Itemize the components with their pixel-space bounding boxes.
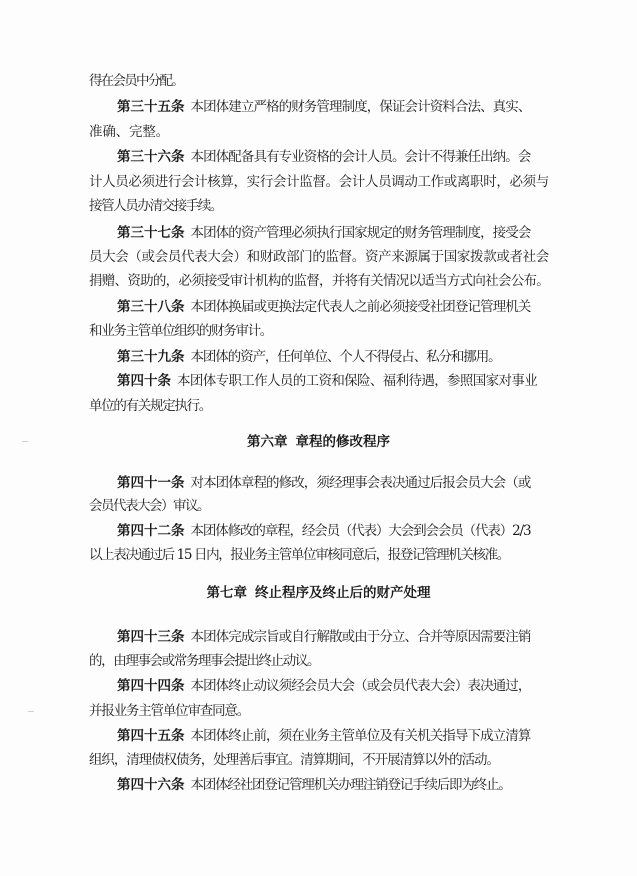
- text-line: 单位的有关规定执行。: [89, 398, 211, 414]
- article-number: 第四十三条: [117, 629, 185, 645]
- scan-speck: [28, 711, 34, 712]
- article-number: 第四十四条: [117, 678, 185, 694]
- text-line: 会员代表大会）审议。: [89, 498, 209, 514]
- article-38-line-1: 第三十八条 本团体换届或更换法定代表人之前必须接受社团登记管理机关: [117, 299, 531, 315]
- text-line: 捐赠、资助的，必须接受审计机构的监督，并将有关情况以适当方式向社会公布。: [89, 273, 550, 289]
- article-40-line-1: 第四十条 本团体专职工作人员的工资和保险、福利待遇，参照国家对事业: [117, 373, 538, 389]
- chapter-number: 第六章: [247, 434, 288, 450]
- article-number: 第三十九条: [117, 349, 185, 365]
- article-43-line-1: 第四十三条 本团体完成宗旨或自行解散或由于分立、合并等原因需要注销: [117, 629, 531, 645]
- text-line: 员大会（或会员代表大会）和财政部门的监督。资产来源属于国家拨款或者社会: [89, 249, 549, 265]
- text-line: 的，由理事会或常务理事会提出终止动议。: [89, 653, 320, 669]
- article-number: 第四十五条: [117, 728, 185, 744]
- chapter-6-heading: [0, 434, 637, 450]
- text-line: 得在会员中分配。: [89, 73, 183, 89]
- text-line: 并报业务主管单位审查同意。: [89, 703, 250, 719]
- chapter-number: 第七章: [206, 585, 247, 601]
- text-line: 组织，清理债权债务，处理善后事宜。清算期间，不开展清算以外的活动。: [89, 752, 499, 768]
- article-number: 第四十一条: [117, 475, 185, 491]
- article-41-line-1: 第四十一条 对本团体章程的修改，须经理事会表决通过后报会员大会（或: [117, 475, 531, 491]
- article-number: 第四十条: [117, 373, 171, 389]
- article-37-line-1: 第三十七条 本团体的资产管理必须执行国家规定的财务管理制度，接受会: [117, 225, 531, 241]
- article-number: 第三十六条: [117, 149, 185, 165]
- chapter-7-heading: [0, 585, 637, 601]
- text-line: 以上表决通过后 15 日内，报业务主管单位审核同意后，报登记管理机关核准。: [89, 547, 509, 563]
- chapter-title: 章程的修改程序: [295, 434, 390, 450]
- text-line: 接管人员办清交接手续。: [89, 198, 222, 214]
- article-45-line-1: 第四十五条 本团体终止前，须在业务主管单位及有关机关指导下成立清算: [117, 728, 531, 744]
- chapter-title: 终止程序及终止后的财产处理: [255, 585, 431, 601]
- article-44-line-1: 第四十四条 本团体终止动议须经会员大会（或会员代表大会）表决通过，: [117, 678, 531, 694]
- text-line: 和业务主管单位组织的财务审计。: [89, 323, 272, 339]
- text-line: 准确、完整。: [89, 124, 169, 140]
- article-number: 第三十七条: [117, 225, 185, 241]
- article-36-line-1: 第三十六条 本团体配备具有专业资格的会计人员。会计不得兼任出纳。会: [117, 149, 531, 165]
- article-number: 第四十二条: [117, 523, 185, 539]
- text-line: 计人员必须进行会计核算，实行会计监督。会计人员调动工作或离职时，必须与: [89, 174, 549, 190]
- article-number: 第四十六条: [117, 777, 185, 793]
- article-number: 第三十五条: [117, 99, 185, 115]
- scan-speck: [22, 441, 28, 442]
- article-39-line-1: 第三十九条 本团体的资产，任何单位、个人不得侵占、私分和挪用。: [117, 349, 501, 365]
- article-46-line-1: 第四十六条 本团体经社团登记管理机关办理注销登记手续后即为终止。: [117, 777, 511, 793]
- article-35-line-1: 第三十五条 本团体建立严格的财务管理制度，保证会计资料合法、真实、: [117, 99, 531, 115]
- article-42-line-1: 第四十二条 本团体修改的章程，经会员（代表）大会到会会员（代表）2/3: [117, 523, 531, 539]
- article-number: 第三十八条: [117, 299, 185, 315]
